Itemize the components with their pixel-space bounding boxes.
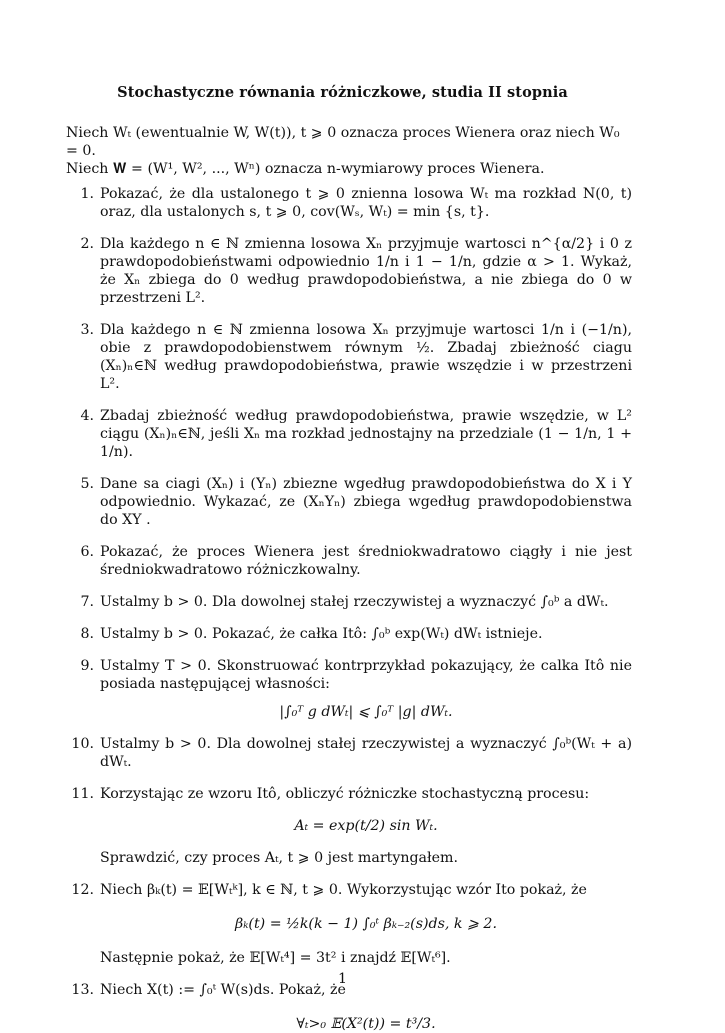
problem-number: 7. (80, 594, 94, 610)
problem-item (66, 625, 632, 643)
problem-text: Pokazać, że proces Wienera jest średniokwadratowo ciągły i nie jest średniokwadratowo różniczkowalny. (100, 544, 632, 578)
intro-paragraph (66, 124, 626, 178)
problem-number: 11. (71, 786, 94, 802)
problem-text: Ustalmy b > 0. Dla dowolnej stałej rzeczywistej a wyznaczyć ∫₀ᵇ a dWₜ. (100, 594, 609, 610)
problem-number: 4. (80, 408, 94, 424)
problem-text: Dane sa ciagi (Xₙ) i (Yₙ) zbiezne wgedług prawdopodobieństwa do X i Y odpowiednio. Wykazać, ze (XₙYₙ) zbiega wgedług prawdopodobienstwa do XY . (100, 476, 632, 528)
problem-followup: Sprawdzić, czy proces Aₜ, t ⩾ 0 jest martyngałem. (100, 850, 458, 866)
problem-item (66, 881, 632, 967)
problem-number: 9. (80, 658, 94, 674)
problem-text: Ustalmy b > 0. Dla dowolnej stałej rzeczywistej a wyznaczyć ∫₀ᵇ(Wₜ + a) dWₜ. (100, 736, 632, 770)
problem-followup: Następnie pokaż, że 𝔼[Wₜ⁴] = 3t² i znajdź 𝔼[Wₜ⁶]. (100, 950, 451, 966)
problem-item (66, 735, 632, 771)
problem-item (66, 475, 632, 529)
page-number: 1 (337, 971, 348, 987)
problem-item (66, 185, 632, 221)
problem-text: Zbadaj zbieżność według prawdopodobieństwa, prawie wszędzie, w L² ciągu (Xₙ)ₙ∈ℕ, jeśli Xₙ ma rozkład jednostajny na przedziale (1 − 1/n, 1 + 1/n). (100, 408, 632, 460)
problem-text: Pokazać, że dla ustalonego t ⩾ 0 znienna losowa Wₜ ma rozkład N(0, t) oraz, dla ustalonych s, t ⩾ 0, cov(Wₛ, Wₜ) = min {s, t}. (100, 186, 632, 220)
display-formula: |∫₀ᵀ g dWₜ| ⩽ ∫₀ᵀ |g| dWₜ. (279, 704, 453, 720)
problem-text: Dla każdego n ∈ ℕ zmienna losowa Xₙ przyjmuje wartosci 1/n i (−1/n), obie z prawdopodobienstwem równym ½. Zbadaj zbieżność ciagu (Xₙ)ₙ∈ℕ według prawdopodobieństwa, prawie wszędzie i w przestrzeni L². (100, 322, 632, 392)
problem-number: 10. (71, 736, 94, 752)
problem-item (66, 321, 632, 393)
problem-number: 6. (80, 544, 94, 560)
display-formula: ∀ₜ>₀ 𝔼(X²(t)) = t³/3. (296, 1016, 436, 1032)
problem-text: Niech βₖ(t) = 𝔼[Wₜᵏ], k ∈ ℕ, t ⩾ 0. Wykorzystując wzór Ito pokaż, że (100, 882, 587, 898)
problem-item (66, 407, 632, 461)
problem-number: 1. (80, 186, 94, 202)
problem-item (66, 981, 632, 1033)
problem-number: 8. (80, 626, 94, 642)
problem-text: Korzystając ze wzoru Itô, obliczyć różniczke stochastyczną procesu: (100, 786, 590, 802)
problem-number: 12. (71, 882, 94, 898)
problem-text: Dla każdego n ∈ ℕ zmienna losowa Xₙ przyjmuje wartosci n^{α/2} i 0 z prawdopodobieństwami odpowiednio 1/n i 1 − 1/n, gdzie α > 1. Wykaż, że Xₙ zbiega do 0 według prawdopodobieństwa, a nie zbiega do 0 w przestrzeni L². (100, 236, 632, 306)
problem-item (66, 657, 632, 721)
problem-list (66, 185, 632, 1033)
problem-item (66, 543, 632, 579)
intro-line-2: Niech 𝐖 = (W¹, W², ..., Wⁿ) oznacza n-wymiarowy proces Wienera. (66, 161, 545, 177)
display-formula: βₖ(t) = ½k(k − 1) ∫₀ᵗ βₖ₋₂(s)ds, k ⩾ 2. (235, 916, 497, 932)
problem-number: 5. (80, 476, 94, 492)
document-title: Stochastyczne równania różniczkowe, studia II stopnia (117, 84, 568, 101)
problem-number: 13. (71, 982, 94, 998)
problem-text: Ustalmy T > 0. Skonstruować kontrprzykład pokazujący, że calka Itô nie posiada następującej własności: (100, 658, 632, 692)
problem-item (66, 785, 632, 867)
intro-line-1: Niech Wₜ (ewentualnie W, W(t)), t ⩾ 0 oznacza proces Wienera oraz niech W₀ = 0. (66, 125, 620, 159)
problem-item (66, 235, 632, 307)
problem-number: 2. (80, 236, 94, 252)
problem-text: Niech X(t) := ∫₀ᵗ W(s)ds. Pokaż, że (100, 982, 346, 998)
problem-number: 3. (80, 322, 94, 338)
problem-text: Ustalmy b > 0. Pokazać, że całka Itô: ∫₀ᵇ exp(Wₜ) dWₜ istnieje. (100, 626, 543, 642)
display-formula: Aₜ = exp(t/2) sin Wₜ. (294, 818, 438, 834)
problem-item (66, 593, 632, 611)
